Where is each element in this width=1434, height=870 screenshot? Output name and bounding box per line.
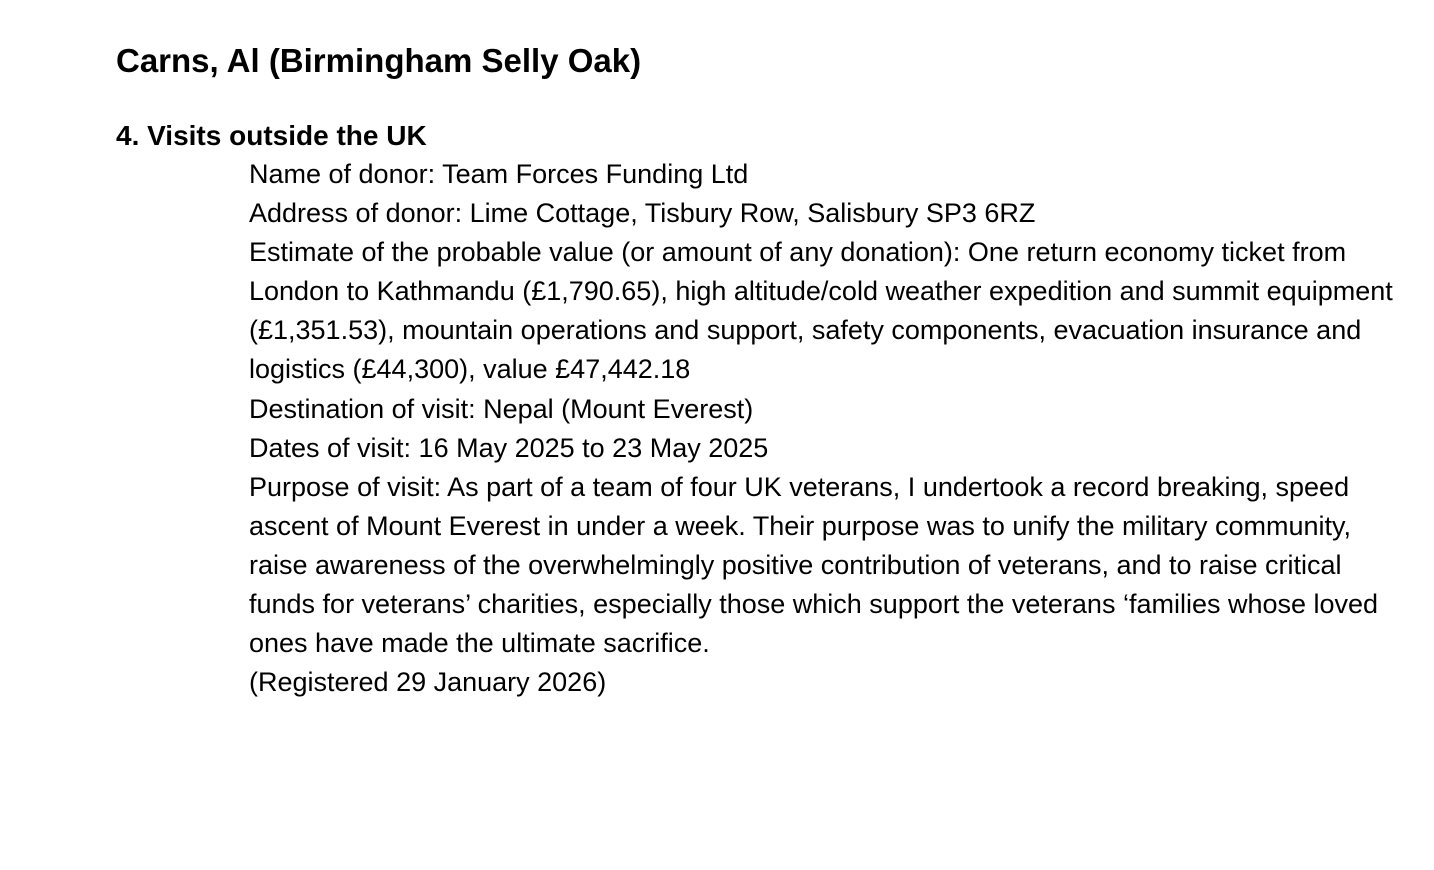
donor-name: Name of donor: Team Forces Funding Ltd [249,159,749,189]
member-name-heading: Carns, Al (Birmingham Selly Oak) [116,42,642,79]
section-heading: 4. Visits outside the UK [116,120,427,151]
visit-entry [249,155,1399,702]
value-estimate: Estimate of the probable value (or amount of any donation): One return economy ticket from London to Kathmandu (£1,790.65), high altitude/cold weather expedition and summit equipment (£1,351.53), mountain operations and support, safety components, evacuation insurance and logistics (£44,300), value £47,442.18 [249,237,1393,385]
visit-purpose: Purpose of visit: As part of a team of four UK veterans, I undertook a record breaking, speed ascent of Mount Everest in under a week. Their purpose was to unify the military community, raise awareness of the overwhelmingly positive contribution of veterans, and to raise critical funds for veterans’ charities, especially those which support the veterans ‘families whose loved ones have made the ultimate sacrifice. [249,471,1379,659]
visit-destination: Destination of visit: Nepal (Mount Everest) [249,393,754,424]
donor-address: Address of donor: Lime Cottage, Tisbury Row, Salisbury SP3 6RZ [249,198,1036,229]
visit-dates: Dates of visit: 16 May 2025 to 23 May 2025 [249,432,769,463]
registration-date: (Registered 29 January 2026) [249,667,607,698]
